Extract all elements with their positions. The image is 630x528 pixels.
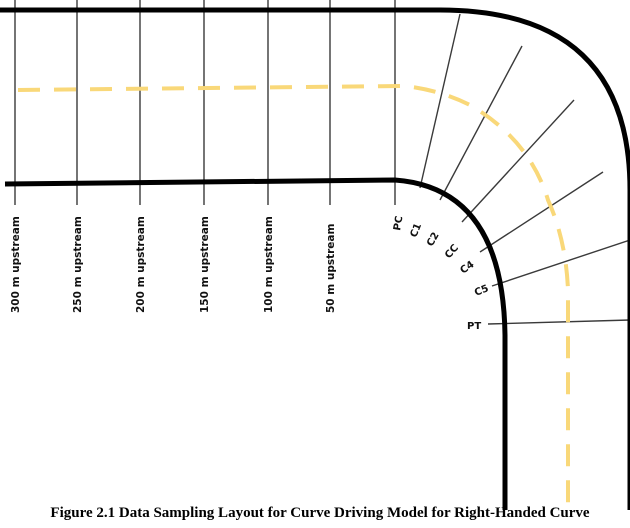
section-line-c2	[440, 46, 522, 200]
road-centerline	[18, 86, 568, 510]
upstream-section-lines	[15, 0, 395, 205]
point-label-c4: C4	[458, 259, 477, 277]
point-label-c2: C2	[425, 230, 442, 249]
station-label-250m: 250 m upstream	[72, 216, 84, 313]
station-label-300m: 300 m upstream	[10, 216, 22, 313]
section-line-pt	[488, 320, 630, 324]
figure-caption: Figure 2.1 Data Sampling Layout for Curve Driving Model for Right-Handed Curve	[50, 505, 590, 521]
section-line-cc	[462, 100, 574, 222]
station-label-150m: 150 m upstream	[199, 216, 211, 313]
point-label-c5: C5	[473, 283, 491, 299]
curve-point-labels	[392, 215, 490, 332]
point-label-c1: C1	[408, 221, 425, 240]
point-label-pt: PT	[467, 321, 482, 332]
station-labels	[10, 216, 337, 313]
section-line-c1	[420, 14, 460, 188]
curve-section-lines	[420, 14, 630, 324]
station-label-200m: 200 m upstream	[135, 216, 147, 313]
point-label-cc: CC	[443, 242, 462, 262]
point-label-pc: PC	[392, 215, 406, 232]
section-line-c4	[480, 172, 603, 252]
station-label-100m: 100 m upstream	[263, 216, 275, 313]
station-label-50m: 50 m upstream	[325, 223, 337, 313]
